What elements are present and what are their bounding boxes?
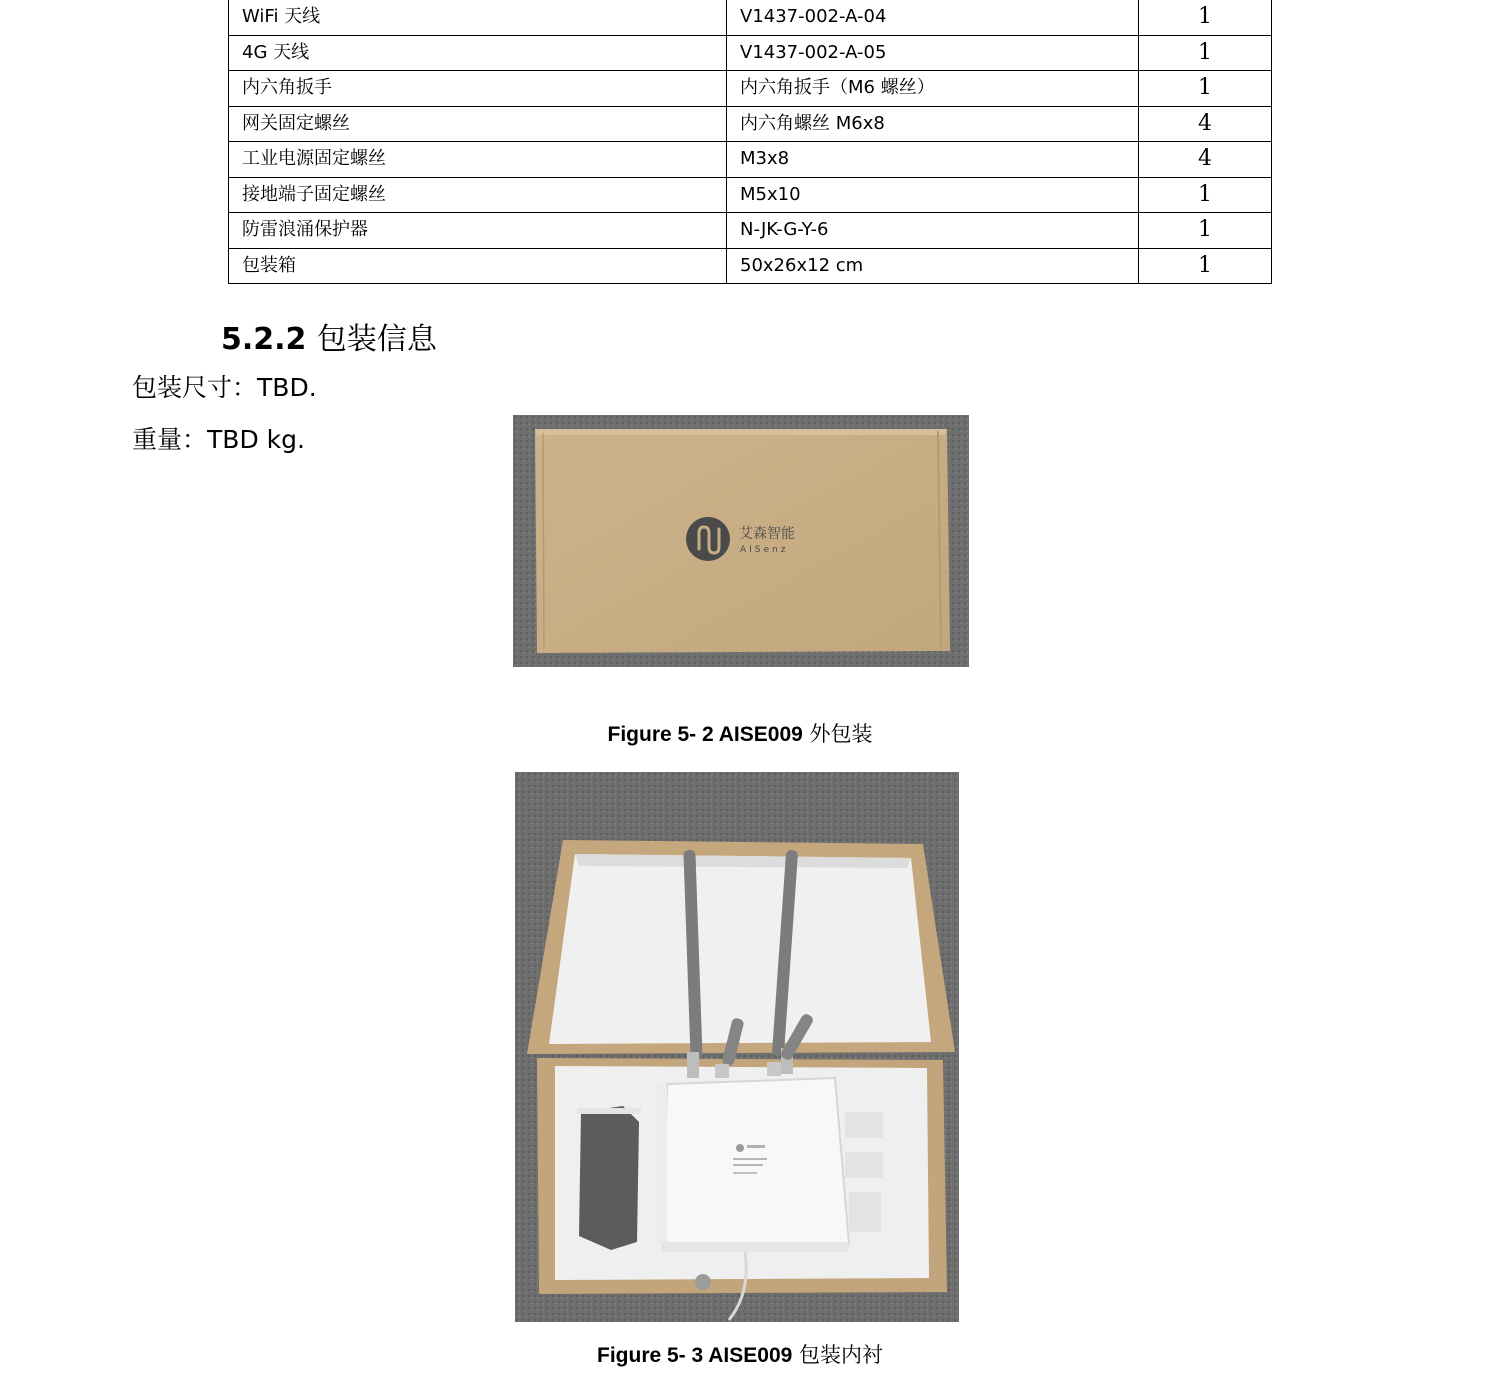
outer-box-photo [513,415,969,667]
box-logo-cn: 艾森智能 [739,526,795,542]
figure-caption-outer-box [0,718,1480,748]
package-size-line [132,368,317,404]
part-spec-cell: M3x8 [727,142,1139,178]
caption-1-bold: Figure 5- 2 AISE009 [607,723,803,746]
table-row [229,142,1272,178]
table-row [229,106,1272,142]
part-spec-cell: N-JK-G-Y-6 [727,213,1139,249]
section-heading [221,314,437,358]
part-qty-cell: 1 [1139,0,1272,35]
packing-list-body [229,0,1272,284]
figure-caption-inner-packaging [0,1339,1480,1369]
package-weight-label: 重量： [132,425,208,454]
part-spec-cell: 内六角扳手（M6 螺丝） [727,71,1139,107]
box-logo-en: AISenz [740,545,789,555]
part-spec-cell: 50x26x12 cm [727,248,1139,284]
part-qty-cell: 4 [1139,142,1272,178]
part-name-cell: WiFi 天线 [229,0,727,35]
part-name-cell: 接地端子固定螺丝 [229,177,727,213]
part-spec-cell: V1437-002-A-04 [727,0,1139,35]
part-qty-cell: 4 [1139,106,1272,142]
part-name-cell: 4G 天线 [229,35,727,71]
table-row [229,248,1272,284]
part-name-cell: 防雷浪涌保护器 [229,213,727,249]
section-title: 包装信息 [316,322,437,357]
table-row [229,71,1272,107]
part-qty-cell: 1 [1139,213,1272,249]
part-spec-cell: V1437-002-A-05 [727,35,1139,71]
table-row [229,35,1272,71]
table-row [229,0,1272,35]
table-row [229,177,1272,213]
package-size-value: TBD. [257,373,317,402]
package-weight-line [132,420,305,456]
part-spec-cell: 内六角螺丝 M6x8 [727,106,1139,142]
part-qty-cell: 1 [1139,248,1272,284]
part-spec-cell: M5x10 [727,177,1139,213]
caption-1-rest: 外包装 [802,722,873,746]
part-name-cell: 工业电源固定螺丝 [229,142,727,178]
part-qty-cell: 1 [1139,71,1272,107]
caption-2-bold: Figure 5- 3 AISE009 [597,1344,793,1367]
table-row [229,213,1272,249]
part-name-cell: 包装箱 [229,248,727,284]
section-number: 5.2.2 [221,322,307,357]
packing-list-table [228,0,1272,284]
inner-packaging-photo [515,772,959,1322]
part-name-cell: 网关固定螺丝 [229,106,727,142]
caption-2-rest: 包装内衬 [792,1343,883,1367]
package-weight-value: TBD kg. [207,425,305,454]
part-qty-cell: 1 [1139,177,1272,213]
part-name-cell: 内六角扳手 [229,71,727,107]
part-qty-cell: 1 [1139,35,1272,71]
package-size-label: 包装尺寸： [132,373,258,402]
